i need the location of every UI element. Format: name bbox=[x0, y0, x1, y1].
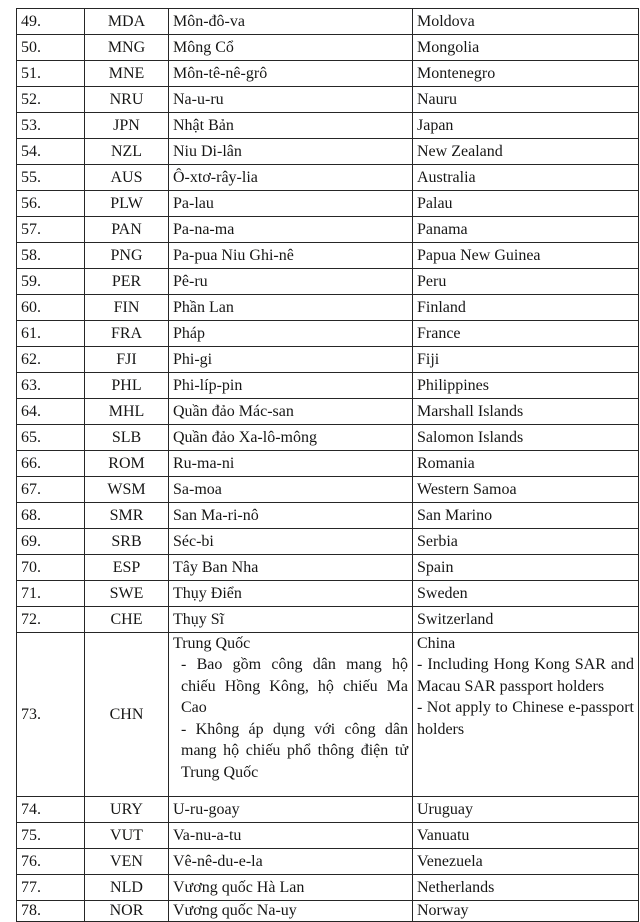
english-name: Venezuela bbox=[413, 849, 639, 875]
row-number: 76. bbox=[17, 849, 85, 875]
country-code: MNE bbox=[85, 61, 169, 87]
table-row bbox=[17, 165, 639, 191]
country-code: SMR bbox=[85, 503, 169, 529]
country-code: WSM bbox=[85, 477, 169, 503]
table-row bbox=[17, 139, 639, 165]
vietnamese-name-cell bbox=[169, 633, 413, 797]
table-row bbox=[17, 797, 639, 823]
english-name: Spain bbox=[413, 555, 639, 581]
country-code: MDA bbox=[85, 9, 169, 35]
row-number: 62. bbox=[17, 347, 85, 373]
vietnamese-name: Ru-ma-ni bbox=[169, 451, 413, 477]
table-row bbox=[17, 295, 639, 321]
table-row bbox=[17, 607, 639, 633]
vietnamese-note-included: - Bao gồm công dân mang hộ chiếu Hồng Kông, hộ chiếu Ma Cao bbox=[181, 656, 408, 716]
vietnamese-name: Phần Lan bbox=[169, 295, 413, 321]
row-number: 63. bbox=[17, 373, 85, 399]
english-name: Western Samoa bbox=[413, 477, 639, 503]
table-row bbox=[17, 269, 639, 295]
country-code: NZL bbox=[85, 139, 169, 165]
row-number: 64. bbox=[17, 399, 85, 425]
country-code: ROM bbox=[85, 451, 169, 477]
row-number: 78. bbox=[17, 901, 85, 922]
english-name: Panama bbox=[413, 217, 639, 243]
row-number: 69. bbox=[17, 529, 85, 555]
country-code: MNG bbox=[85, 35, 169, 61]
country-code-table bbox=[16, 8, 639, 922]
country-code: NLD bbox=[85, 875, 169, 901]
country-code: CHE bbox=[85, 607, 169, 633]
table-row-china bbox=[17, 633, 639, 797]
english-name: Mongolia bbox=[413, 35, 639, 61]
country-code: FRA bbox=[85, 321, 169, 347]
english-name: Salomon Islands bbox=[413, 425, 639, 451]
table-row bbox=[17, 373, 639, 399]
country-code: PLW bbox=[85, 191, 169, 217]
table-row bbox=[17, 347, 639, 373]
vietnamese-name: San Ma-ri-nô bbox=[169, 503, 413, 529]
table-row bbox=[17, 555, 639, 581]
table-body-top bbox=[17, 9, 639, 922]
vietnamese-name: Pháp bbox=[169, 321, 413, 347]
country-code: FJI bbox=[85, 347, 169, 373]
english-name: Fiji bbox=[413, 347, 639, 373]
country-code: PER bbox=[85, 269, 169, 295]
vietnamese-name: Na-u-ru bbox=[169, 87, 413, 113]
country-code: JPN bbox=[85, 113, 169, 139]
english-name: Serbia bbox=[413, 529, 639, 555]
country-code: MHL bbox=[85, 399, 169, 425]
row-number: 51. bbox=[17, 61, 85, 87]
english-name: Romania bbox=[413, 451, 639, 477]
english-name: Norway bbox=[413, 901, 639, 922]
table-row bbox=[17, 243, 639, 269]
vietnamese-name: Séc-bi bbox=[169, 529, 413, 555]
row-number: 54. bbox=[17, 139, 85, 165]
english-name-cell bbox=[413, 633, 639, 797]
row-number: 52. bbox=[17, 87, 85, 113]
table-row-partial bbox=[17, 901, 639, 922]
country-code: CHN bbox=[85, 633, 169, 797]
row-number: 61. bbox=[17, 321, 85, 347]
country-code: VEN bbox=[85, 849, 169, 875]
row-number: 73. bbox=[17, 633, 85, 797]
country-code: SRB bbox=[85, 529, 169, 555]
vietnamese-name: U-ru-goay bbox=[169, 797, 413, 823]
english-name: New Zealand bbox=[413, 139, 639, 165]
english-note-included: - Including Hong Kong SAR and Macau SAR passport holders bbox=[417, 656, 634, 695]
table-row bbox=[17, 503, 639, 529]
country-code: PAN bbox=[85, 217, 169, 243]
row-number: 59. bbox=[17, 269, 85, 295]
vietnamese-name: Môn-tê-nê-grô bbox=[169, 61, 413, 87]
row-number: 68. bbox=[17, 503, 85, 529]
vietnamese-name: Trung Quốc bbox=[173, 635, 251, 652]
vietnamese-name: Phi-líp-pin bbox=[169, 373, 413, 399]
row-number: 57. bbox=[17, 217, 85, 243]
row-number: 49. bbox=[17, 9, 85, 35]
vietnamese-name: Tây Ban Nha bbox=[169, 555, 413, 581]
english-name: Moldova bbox=[413, 9, 639, 35]
vietnamese-name: Quần đảo Xa-lô-mông bbox=[169, 425, 413, 451]
vietnamese-name: Niu Di-lân bbox=[169, 139, 413, 165]
vietnamese-name: Pa-na-ma bbox=[169, 217, 413, 243]
table-row bbox=[17, 61, 639, 87]
vietnamese-name: Nhật Bản bbox=[169, 113, 413, 139]
vietnamese-note-excluded: - Không áp dụng với công dân mang hộ chiếu phổ thông điện tử Trung Quốc bbox=[181, 720, 408, 781]
table-row bbox=[17, 823, 639, 849]
english-note-excluded: - Not apply to Chinese e-passport holders bbox=[417, 699, 634, 738]
english-name: Sweden bbox=[413, 581, 639, 607]
country-code: PHL bbox=[85, 373, 169, 399]
table-row bbox=[17, 217, 639, 243]
row-number: 58. bbox=[17, 243, 85, 269]
vietnamese-name: Mông Cổ bbox=[169, 35, 413, 61]
country-code: NRU bbox=[85, 87, 169, 113]
row-number: 56. bbox=[17, 191, 85, 217]
english-name: Australia bbox=[413, 165, 639, 191]
country-code: ESP bbox=[85, 555, 169, 581]
english-name: San Marino bbox=[413, 503, 639, 529]
row-number: 71. bbox=[17, 581, 85, 607]
row-number: 77. bbox=[17, 875, 85, 901]
english-name: Palau bbox=[413, 191, 639, 217]
table-row bbox=[17, 87, 639, 113]
country-code: SLB bbox=[85, 425, 169, 451]
table-row bbox=[17, 477, 639, 503]
table-row bbox=[17, 451, 639, 477]
vietnamese-name: Phi-gi bbox=[169, 347, 413, 373]
table-row bbox=[17, 849, 639, 875]
english-name: Nauru bbox=[413, 87, 639, 113]
english-name: France bbox=[413, 321, 639, 347]
english-name: Marshall Islands bbox=[413, 399, 639, 425]
row-number: 65. bbox=[17, 425, 85, 451]
table-row bbox=[17, 581, 639, 607]
vietnamese-name: Va-nu-a-tu bbox=[169, 823, 413, 849]
country-code: VUT bbox=[85, 823, 169, 849]
english-name: Netherlands bbox=[413, 875, 639, 901]
row-number: 53. bbox=[17, 113, 85, 139]
table-row bbox=[17, 321, 639, 347]
vietnamese-name: Vê-nê-du-e-la bbox=[169, 849, 413, 875]
english-name: Papua New Guinea bbox=[413, 243, 639, 269]
vietnamese-name: Quần đảo Mác-san bbox=[169, 399, 413, 425]
english-name: Vanuatu bbox=[413, 823, 639, 849]
country-code: FIN bbox=[85, 295, 169, 321]
english-name: Japan bbox=[413, 113, 639, 139]
row-number: 74. bbox=[17, 797, 85, 823]
vietnamese-name: Ô-xtơ-rây-lia bbox=[169, 165, 413, 191]
country-code: URY bbox=[85, 797, 169, 823]
vietnamese-name: Sa-moa bbox=[169, 477, 413, 503]
english-name: Finland bbox=[413, 295, 639, 321]
country-code: NOR bbox=[85, 901, 169, 922]
english-name: China bbox=[417, 635, 456, 652]
row-number: 60. bbox=[17, 295, 85, 321]
country-code: AUS bbox=[85, 165, 169, 191]
table-row bbox=[17, 425, 639, 451]
country-code: PNG bbox=[85, 243, 169, 269]
vietnamese-name: Vương quốc Na-uy bbox=[169, 901, 413, 922]
english-name: Uruguay bbox=[413, 797, 639, 823]
table-row bbox=[17, 113, 639, 139]
english-name: Philippines bbox=[413, 373, 639, 399]
vietnamese-name: Pa-lau bbox=[169, 191, 413, 217]
row-number: 66. bbox=[17, 451, 85, 477]
vietnamese-name: Thụy Điển bbox=[169, 581, 413, 607]
english-name: Peru bbox=[413, 269, 639, 295]
vietnamese-name: Môn-đô-va bbox=[169, 9, 413, 35]
table-row bbox=[17, 35, 639, 61]
vietnamese-name: Pa-pua Niu Ghi-nê bbox=[169, 243, 413, 269]
row-number: 67. bbox=[17, 477, 85, 503]
row-number: 72. bbox=[17, 607, 85, 633]
row-number: 50. bbox=[17, 35, 85, 61]
row-number: 55. bbox=[17, 165, 85, 191]
vietnamese-name: Thụy Sĩ bbox=[169, 607, 413, 633]
country-code: SWE bbox=[85, 581, 169, 607]
vietnamese-name: Pê-ru bbox=[169, 269, 413, 295]
english-name: Switzerland bbox=[413, 607, 639, 633]
row-number: 70. bbox=[17, 555, 85, 581]
row-number: 75. bbox=[17, 823, 85, 849]
table-row bbox=[17, 399, 639, 425]
table-row bbox=[17, 191, 639, 217]
table-row bbox=[17, 529, 639, 555]
english-name: Montenegro bbox=[413, 61, 639, 87]
table-row bbox=[17, 875, 639, 901]
table-row bbox=[17, 9, 639, 35]
vietnamese-name: Vương quốc Hà Lan bbox=[169, 875, 413, 901]
